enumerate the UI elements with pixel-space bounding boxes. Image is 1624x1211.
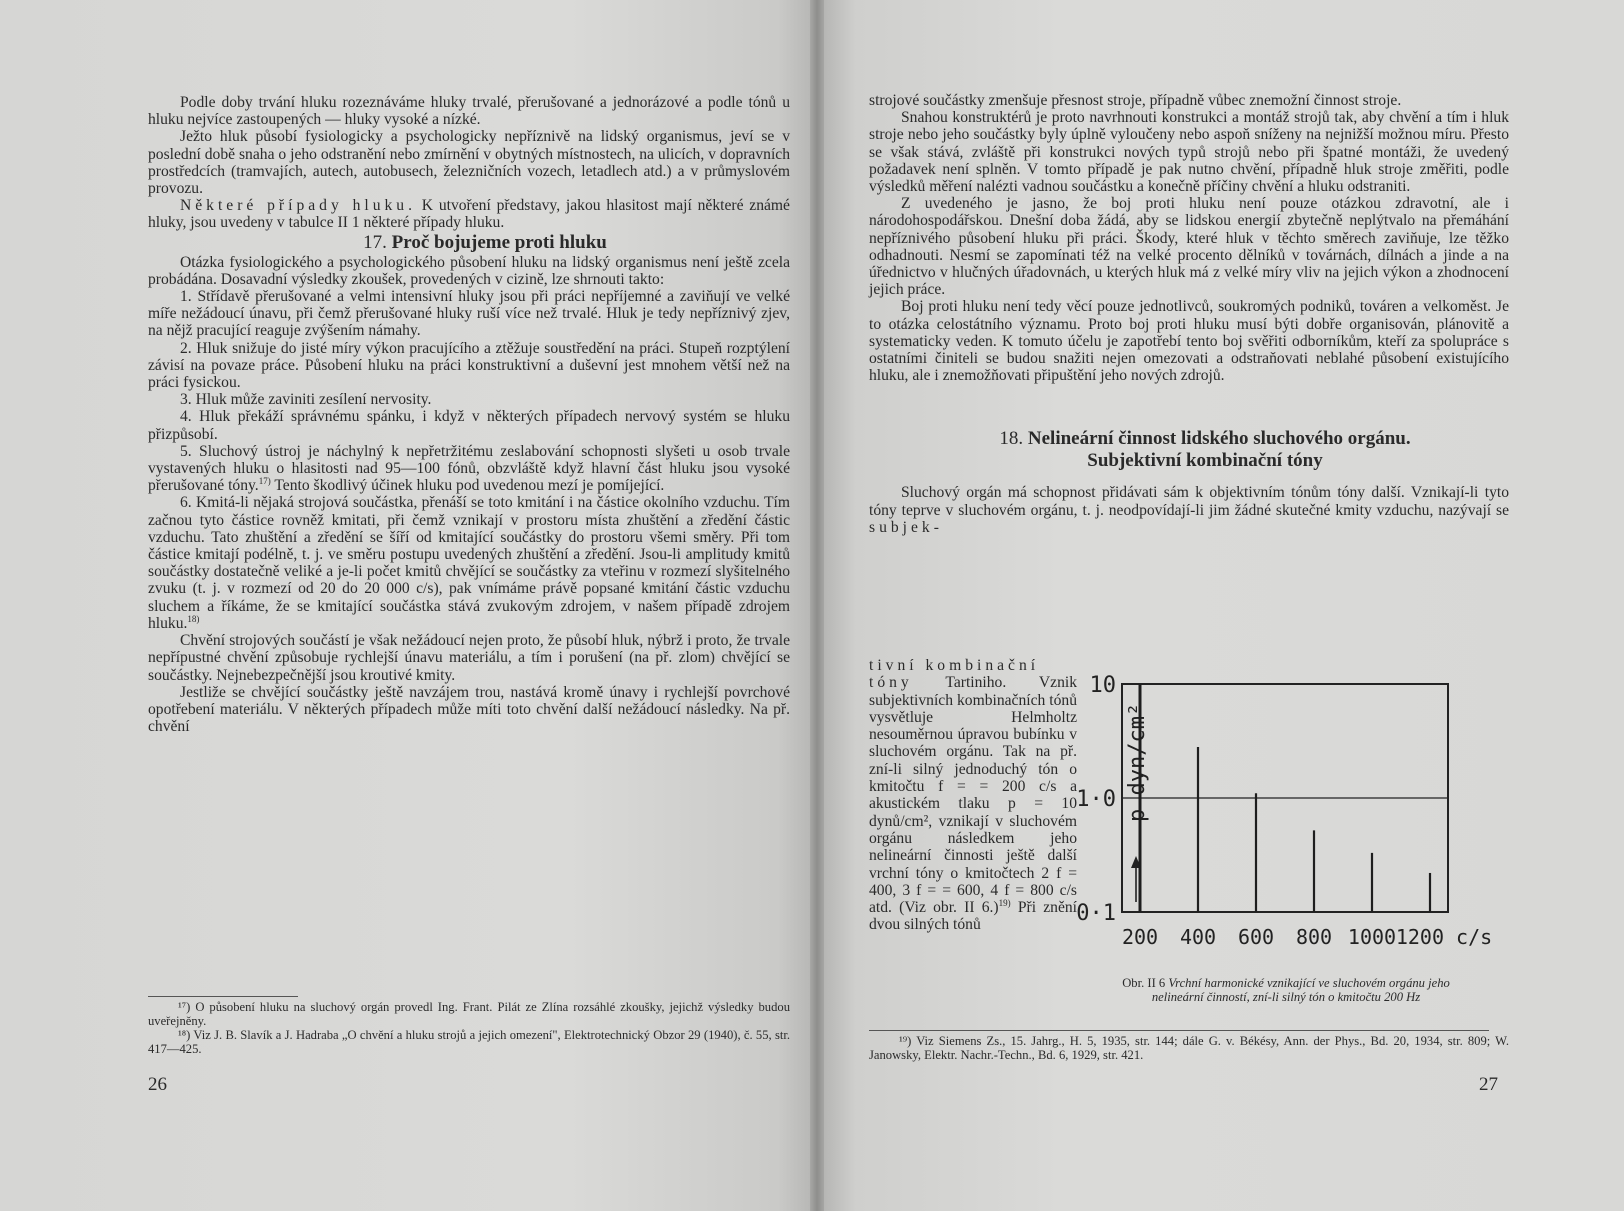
- footnote: ¹⁷) O působení hluku na sluchový orgán provedl Ing. Frant. Pilát ze Zlína rozsáhlé zkoušky, jejichž výsledky budou uveřejněny.: [148, 1000, 790, 1028]
- figure-label: Obr. II 6: [1122, 976, 1166, 990]
- list-item: 4. Hluk překáží správnému spánku, i když v některých případech nervový systém se hluku přizpůsobí.: [148, 408, 790, 443]
- intro-text: Sluchový orgán má schopnost přidávati sám k objektivním tónům tóny další. Vznikají-li tyto tóny teprve v sluchovém orgánu, t. j. neodpovídají-li jim žádné skutečné kmity vzduchu, nazývají se: [869, 484, 1509, 519]
- book-gutter: [810, 0, 824, 1211]
- x-tick-label: 800: [1295, 925, 1333, 949]
- x-tick-label: 400: [1179, 925, 1217, 949]
- paragraph: [869, 484, 1509, 536]
- page-number: 26: [148, 1074, 167, 1095]
- paragraph: Jestliže se chvějící součástky ještě navzájem trou, nastává kromě únavy i rychlejší povrchové opotřebení materiálu. V některých případech může míti toto chvění další nežádoucí následky. Na př. chvění: [148, 683, 790, 736]
- right-page: [824, 0, 1624, 1211]
- cases-label: Některé případy hluku.: [180, 197, 416, 215]
- left-footnotes: [148, 1000, 790, 1056]
- list-item: 3. Hluk může zaviniti zesílení nervosity.: [180, 391, 432, 409]
- paragraph: Podle doby trvání hluku rozeznáváme hluky trvalé, přerušované a jednorázové a podle tónů u hluku nejvíce zastoupených — hluky vysoké a nízké.: [148, 94, 790, 129]
- wrap-text: Tartiniho. Vznik subjektivních kombinačních tónů vysvětluje Helmholtz nesouměrnou úpravou bubínku v sluchovém orgánu. Tak na př. zní-li silný jednoduchý tón o kmitočtu f = = 200 c/s a akustickém tlaku p = 10 dynů/cm², vznikají v sluchovém orgánu následkem jeho nelineární činnosti ještě další vrchní tóny o kmitočtech 2 f = 400, 3 f = = 600, 4 f = 800 c/s atd. (Viz obr. II 6.): [869, 674, 1077, 917]
- right-footnotes: [869, 1034, 1509, 1062]
- chart-svg: [1076, 672, 1493, 972]
- footnote: ¹⁹) Viz Siemens Zs., 15. Jahrg., H. 5, 1935, str. 144; dále G. v. Békésy, Ann. der Phys., Bd. 20, 1934, str. 809; W. Janowsky, Elektr. Nachr.-Techn., Bd. 6, 1929, str. 421.: [869, 1034, 1509, 1062]
- list-item: 1. Střídavě přerušované a velmi intensivní hluky jsou při práci nepříjemné a zaviňují ve velké míře nežádoucí únavu, při čemž přerušované hluky ruší více než trvalé. Hluk je tedy nepříznivý zjev, na nějž pracující reaguje zvýšením námahy.: [148, 288, 790, 340]
- x-tick-label: 1200 c/s: [1395, 925, 1493, 949]
- list-item: 2. Hluk snižuje do jisté míry výkon pracujícího a ztěžuje soustředění na práci. Stupeň rozptýlení závisí na povaze práce. Působení hluku na práci konstruktivní a duševní jest mnohem větší než na práci fysickou.: [148, 339, 790, 392]
- x-tick-label: 600: [1237, 925, 1275, 949]
- spaced-term: tivní kombinační: [869, 657, 1040, 674]
- y-tick-label: 1·0: [1076, 787, 1116, 812]
- list-item: [148, 494, 790, 632]
- paragraph: [148, 197, 790, 231]
- paragraph: Snahou konstruktérů je proto navrhnouti konstrukci a montáž strojů tak, aby chvění a tím i hluk stroje nebo jeho součástky byly úplně vyloučeny nebo aspoň sníženy na nejnižší možnou míru. Přesto se však stává, zvláště při konstrukci nových typů strojů nebo při špatné montáži, že uvedený požadavek není splněn. V tomto případě je pak nutno chvění, případně hluk stroje změřiti, podle výsledků měření nalézti vadnou součástku a konečně příčiny chvění a hluku odstraniti.: [869, 109, 1509, 196]
- paragraph: Boj proti hluku není tedy věcí pouze jednotlivců, soukromých podniků, továren a velkoměst. Je to otázka celostátního významu. Proto boj proti hluku musí býti dobře organisován, plánovitě a systematicky veden. K tomuto účelu je zapotřebí tento boj svěřiti odborníkům, kteří za spolupráce s ostatními činiteli se budou snažiti nejen omezovati a odstraňovati neblahé působení existujícího hluku, ale i znemožňovati připuštění jeho nových zdrojů.: [869, 298, 1509, 385]
- list-item-text: 6. Kmitá-li nějaká strojová součástka, přenáší se toto kmitání i na částice okolního vzduchu. Tím začnou tyto částice rovněž kmitati, při čemž vznikají v prostoru místa zhuštění a zředění částic vzduchu. Tato zhuštění a zředění se šíří od kmitající součástky do prostoru všemi směry. Při tom částice kmitají podélně, t. j. ve směru postupu uvedených zhuštění a zředění. Jsou-li amplitudy kmitů součástky dostatečně veliké a je-li počet kmitů chvějící se součástky za vteřinu v rozmezí slyšitelného zvuku (t. j. v rozmezí od 20 do 20 000 c/s), pak vnímáme právě popsané kmitání částic vzduchu sluchem a říkáme, že se kmitající součástka stává zvukovým zdrojem, v našem případě zdrojem hluku.: [148, 494, 790, 632]
- paragraph: Ježto hluk působí fysiologicky a psychologicky nepříznivě na lidský organismus, jeví se v poslední době snaha o jeho odstranění nebo zmírnění v obytných místnostech, na ulicích, v dopravních prostředcích (tramvajích, autech, autobusech, železničních vozech, letadlech atd.) a v průmyslovém provozu.: [148, 128, 790, 198]
- harmonics-chart: [1076, 672, 1493, 972]
- paragraph: Chvění strojových součástí je však nežádoucí nejen proto, že působí hluk, nýbrž i proto, že trvale nepřípustné chvění způsobuje rychlejší únavu materiálu, a tím i porušení (na př. zlom) chvějící se součástky. Nejnebezpečnější jsou kroutivé kmity.: [148, 632, 790, 684]
- section-subtitle: Subjektivní kombinační tóny: [1087, 450, 1323, 472]
- figure-wrap-text: [869, 657, 1077, 934]
- spaced-term: subjek-: [869, 518, 943, 536]
- section-heading-18: [869, 428, 1509, 450]
- paragraph: strojové součástky zmenšuje přesnost stroje, případně vůbec znemožní činnost stroje.: [869, 92, 1402, 109]
- y-axis-label: p dyn/cm²: [1125, 702, 1150, 822]
- list-item-text: Tento škodlivý účinek hluku pod uvedenou mezí je pomíjející.: [274, 477, 665, 495]
- list-item-text: 5. Sluchový ústroj je náchylný k nepřetržitému zeslabování schopnosti slyšeti u osob trvale vystavených hluku o hlasitosti nad 95—100 fónů, obzvláště když hlavní část hluku jsou vysoké přerušované tóny.: [148, 442, 790, 495]
- wrap-text: Při znění dvou silných tónů: [869, 899, 1077, 934]
- section-number: 18.: [999, 428, 1024, 450]
- footnote: ¹⁸) Viz J. B. Slavík a J. Hadraba „O chvění a hluku strojů a jejich omezení", Elektrotechnický Obzor 29 (1940), č. 55, str. 417—425.: [148, 1028, 790, 1056]
- section-title: Nelineární činnost lidského sluchového orgánu.: [1027, 428, 1411, 450]
- left-page: [0, 0, 810, 1211]
- right-text-column: [869, 92, 1509, 536]
- footnote-ref: 19): [998, 897, 1011, 908]
- list-item: [148, 443, 790, 495]
- footnote-ref: 17): [258, 476, 271, 487]
- spaced-term: tóny: [869, 674, 913, 692]
- section-heading-17: [148, 232, 790, 254]
- footnote-ref: 18): [187, 613, 200, 624]
- page-number: 27: [1479, 1074, 1498, 1095]
- figure-caption-text: Vrchní harmonické vznikající ve sluchovém orgánu jeho nelineární činností, zní-li silný tón o kmitočtu 200 Hz: [1151, 976, 1450, 1004]
- paragraph: Otázka fysiologického a psychologického působení hluku na lidský organismus není ještě zcela probádána. Dosavadní výsledky zkoušek, provedených v cizině, lze shrnouti takto:: [148, 253, 790, 288]
- footnote-rule: [148, 996, 298, 997]
- paragraph: Z uvedeného je jasno, že boj proti hluku není pouze otázkou zdravotní, ale i národohospodářskou. Dnešní doba žádá, aby se lidskou energií zbytečně neplýtvalo na přemáhání nepříznivého působení hluku při práci. Škody, které hluk v těchto směrech zaviňuje, lze těžko odhadnouti. Nesmí se zapomínati též na velké procento dělníků v továrnách, dílnách a jinde a na úřednictvo v hlučných úřadovnách, u kterých hluk má z velké míry vliv na jejich výkon a zhodnocení jejich práce.: [869, 195, 1509, 299]
- section-number: 17.: [363, 231, 387, 253]
- footnote-rule: [869, 1030, 1489, 1031]
- y-tick-label: 0·1: [1076, 901, 1116, 926]
- paragraph: [869, 657, 1077, 934]
- section-title: Proč bojujeme proti hluku: [391, 231, 607, 253]
- left-text-column: [148, 94, 790, 735]
- figure-caption: [1110, 976, 1462, 1004]
- x-tick-label: 1000: [1347, 925, 1397, 949]
- cases-text: K utvoření představy, jakou hlasitost mají některé známé hluky, jsou uvedeny v tabulce II 1 některé případy hluku.: [148, 197, 790, 232]
- x-tick-label: 200: [1121, 925, 1159, 949]
- y-tick-label: 10: [1089, 673, 1116, 698]
